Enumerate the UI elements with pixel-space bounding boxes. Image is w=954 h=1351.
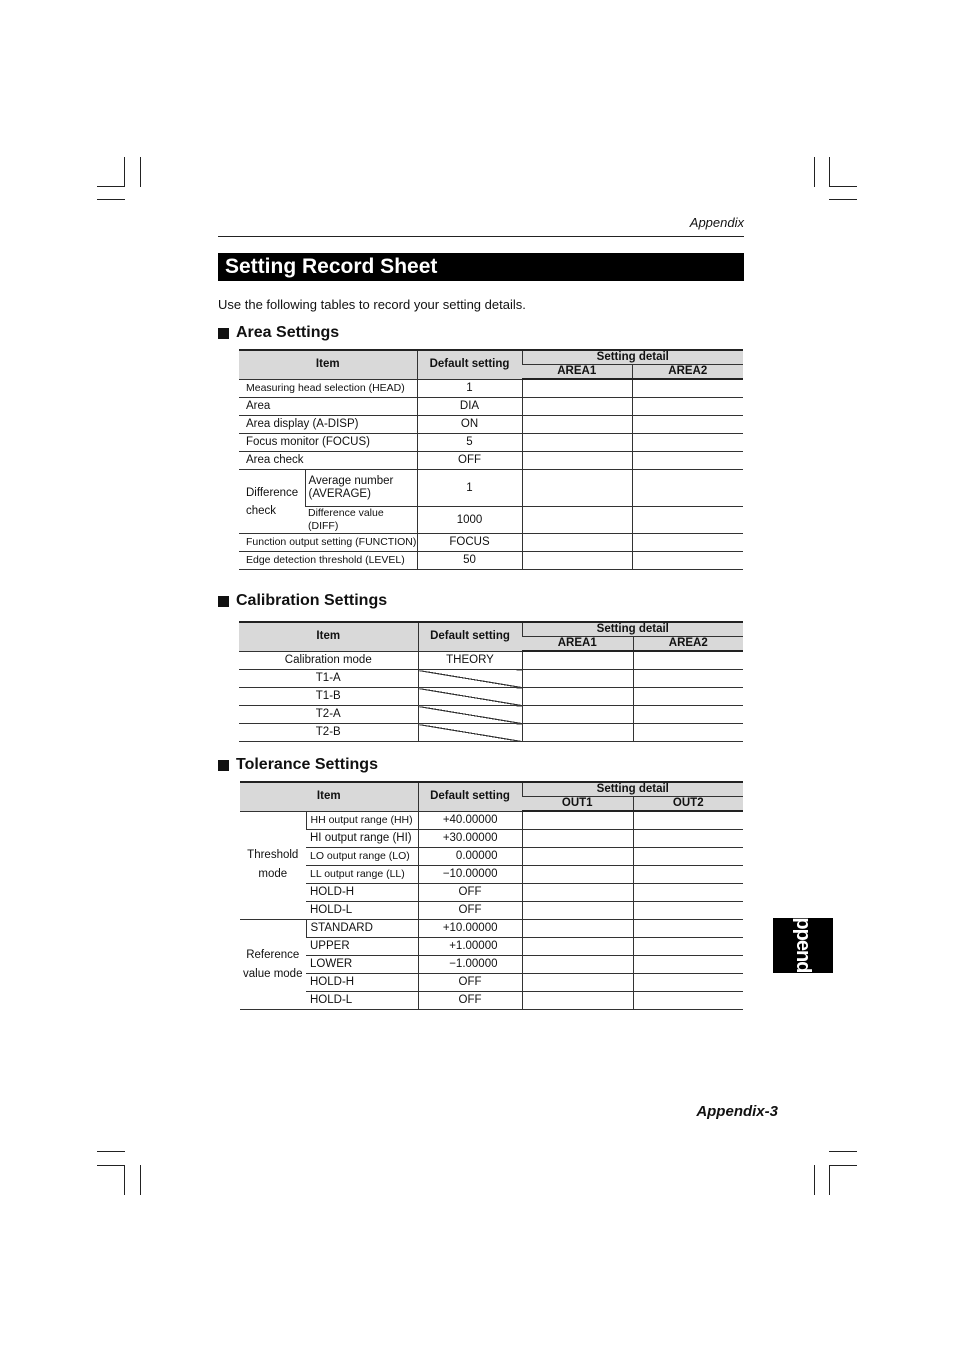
out2-entry-cell[interactable] — [633, 902, 743, 920]
col-out2: OUT2 — [633, 797, 743, 812]
area2-entry-cell[interactable] — [632, 507, 743, 534]
table-row — [239, 470, 743, 507]
square-bullet-icon — [218, 328, 229, 339]
crop-mark — [814, 157, 815, 187]
default-cell: +1.00000 — [418, 938, 522, 956]
intro-text: Use the following tables to record your setting details. — [218, 297, 526, 312]
out1-entry-cell[interactable] — [522, 956, 633, 974]
default-cell: −10.00000 — [418, 866, 522, 884]
table-row — [240, 884, 743, 902]
default-cell: OFF — [418, 974, 522, 992]
table-row — [240, 866, 743, 884]
default-cell: 1 — [417, 470, 522, 507]
col-area1: AREA1 — [522, 637, 633, 652]
col-area1: AREA1 — [522, 365, 632, 380]
out2-entry-cell[interactable] — [633, 848, 743, 866]
table-row — [239, 651, 743, 670]
out1-entry-cell[interactable] — [522, 848, 633, 866]
item-cell: T1-A — [239, 670, 418, 688]
col-default: Default setting — [418, 622, 522, 651]
out1-entry-cell[interactable] — [522, 920, 633, 938]
area-settings-table — [239, 349, 743, 570]
default-cell-not-applicable — [418, 670, 522, 688]
out2-entry-cell[interactable] — [633, 938, 743, 956]
default-cell: OFF — [418, 902, 522, 920]
item-cell: Edge detection threshold (LEVEL) — [239, 552, 417, 570]
table-row — [239, 507, 743, 534]
table-row — [239, 706, 743, 724]
item-cell: Calibration mode — [239, 651, 418, 670]
table-row — [239, 724, 743, 742]
default-cell: FOCUS — [417, 534, 522, 552]
area2-entry-cell[interactable] — [632, 434, 743, 452]
item-cell: LL output range (LL) — [306, 866, 418, 884]
item-cell: HOLD-H — [306, 884, 418, 902]
default-cell: 5 — [417, 434, 522, 452]
out1-entry-cell[interactable] — [522, 866, 633, 884]
item-cell: LO output range (LO) — [306, 848, 418, 866]
table-row — [239, 434, 743, 452]
default-cell-not-applicable — [418, 706, 522, 724]
crop-mark — [814, 1165, 815, 1195]
area1-entry-cell[interactable] — [522, 670, 633, 688]
group-cell-threshold-mode: Threshold mode — [240, 811, 306, 920]
area1-entry-cell[interactable] — [522, 416, 632, 434]
table-row — [239, 688, 743, 706]
col-out1: OUT1 — [522, 797, 633, 812]
item-cell: HH output range (HH) — [306, 811, 418, 830]
area1-entry-cell[interactable] — [522, 434, 632, 452]
out1-entry-cell[interactable] — [522, 974, 633, 992]
item-cell: HOLD-L — [306, 902, 418, 920]
default-cell: 1000 — [417, 507, 522, 534]
running-header: Appendix — [689, 215, 744, 230]
area1-entry-cell[interactable] — [522, 452, 632, 470]
table-row — [240, 974, 743, 992]
out1-entry-cell[interactable] — [522, 992, 633, 1010]
table-row — [240, 848, 743, 866]
crop-mark — [829, 1165, 830, 1195]
group-cell-difference-check: Difference check — [239, 470, 305, 534]
appendix-side-tab-label: Appendix — [792, 903, 815, 988]
item-cell: HOLD-L — [306, 992, 418, 1010]
col-default: Default setting — [418, 782, 522, 811]
default-cell: OFF — [418, 992, 522, 1010]
area1-entry-cell[interactable] — [522, 688, 633, 706]
area2-entry-cell[interactable] — [632, 398, 743, 416]
out1-entry-cell[interactable] — [522, 830, 633, 848]
table-row — [240, 830, 743, 848]
area2-entry-cell[interactable] — [633, 670, 743, 688]
area2-entry-cell[interactable] — [633, 688, 743, 706]
crop-mark — [829, 1165, 857, 1166]
tolerance-settings-heading-text: Tolerance Settings — [236, 756, 378, 773]
default-cell: 1 — [417, 379, 522, 398]
col-area2: AREA2 — [633, 637, 743, 652]
table-row — [240, 811, 743, 830]
item-cell: STANDARD — [306, 920, 418, 938]
calibration-settings-table — [239, 621, 743, 742]
table-row — [239, 398, 743, 416]
out2-entry-cell[interactable] — [633, 956, 743, 974]
area1-entry-cell[interactable] — [522, 552, 632, 570]
out2-entry-cell[interactable] — [633, 811, 743, 830]
col-setting-detail: Setting detail — [522, 622, 743, 637]
crop-mark — [829, 1151, 857, 1152]
col-item: Item — [240, 782, 418, 811]
item-cell: Difference value (DIFF) — [305, 507, 417, 534]
default-cell: ON — [417, 416, 522, 434]
col-item: Item — [239, 622, 418, 651]
table-row — [240, 902, 743, 920]
default-cell: 50 — [417, 552, 522, 570]
table-row — [239, 552, 743, 570]
item-cell: T2-A — [239, 706, 418, 724]
crop-mark — [97, 186, 125, 187]
default-cell-not-applicable — [418, 688, 522, 706]
out1-entry-cell[interactable] — [522, 884, 633, 902]
area1-entry-cell[interactable] — [522, 651, 633, 670]
default-cell: +10.00000 — [418, 920, 522, 938]
calibration-settings-heading-text: Calibration Settings — [236, 592, 388, 609]
table-row — [240, 920, 743, 938]
area-settings-heading — [218, 324, 339, 342]
area2-entry-cell[interactable] — [632, 452, 743, 470]
item-cell: UPPER — [306, 938, 418, 956]
col-default: Default setting — [417, 350, 522, 379]
table-row — [239, 534, 743, 552]
default-cell: OFF — [418, 884, 522, 902]
item-cell: LOWER — [306, 956, 418, 974]
crop-mark — [124, 157, 125, 187]
table-row — [239, 670, 743, 688]
default-cell: OFF — [417, 452, 522, 470]
area2-entry-cell[interactable] — [632, 379, 743, 398]
item-cell: Average number (AVERAGE) — [305, 470, 417, 507]
table-row — [240, 938, 743, 956]
area1-entry-cell[interactable] — [522, 534, 632, 552]
item-cell: HI output range (HI) — [306, 830, 418, 848]
default-cell: +40.00000 — [418, 811, 522, 830]
area1-entry-cell[interactable] — [522, 507, 632, 534]
crop-mark — [829, 199, 857, 200]
square-bullet-icon — [218, 596, 229, 607]
item-cell: Function output setting (FUNCTION) — [239, 534, 417, 552]
area2-entry-cell[interactable] — [633, 651, 743, 670]
tolerance-settings-table — [240, 781, 743, 1010]
default-cell: −1.00000 — [418, 956, 522, 974]
page-number: Appendix-3 — [696, 1103, 778, 1120]
crop-mark — [140, 157, 141, 187]
area1-entry-cell[interactable] — [522, 379, 632, 398]
item-cell: HOLD-H — [306, 974, 418, 992]
default-cell: THEORY — [418, 651, 522, 670]
crop-mark — [140, 1165, 141, 1195]
area2-entry-cell[interactable] — [633, 724, 743, 742]
page-title: Setting Record Sheet — [218, 253, 744, 281]
table-row — [239, 416, 743, 434]
out2-entry-cell[interactable] — [633, 884, 743, 902]
item-cell: T1-B — [239, 688, 418, 706]
out2-entry-cell[interactable] — [633, 920, 743, 938]
item-cell: Area display (A-DISP) — [239, 416, 417, 434]
out1-entry-cell[interactable] — [522, 811, 633, 830]
area1-entry-cell[interactable] — [522, 398, 632, 416]
crop-mark — [829, 186, 857, 187]
default-cell: +30.00000 — [418, 830, 522, 848]
area-settings-heading-text: Area Settings — [236, 324, 340, 341]
item-cell: Measuring head selection (HEAD) — [239, 379, 417, 398]
item-cell: Focus monitor (FOCUS) — [239, 434, 417, 452]
col-item: Item — [239, 350, 417, 379]
header-rule — [218, 236, 744, 237]
area1-entry-cell[interactable] — [522, 470, 632, 507]
table-row — [240, 992, 743, 1010]
default-cell: DIA — [417, 398, 522, 416]
crop-mark — [829, 157, 830, 187]
crop-mark — [97, 1165, 125, 1166]
crop-mark — [97, 199, 125, 200]
col-setting-detail: Setting detail — [522, 782, 743, 797]
crop-mark — [124, 1165, 125, 1195]
out1-entry-cell[interactable] — [522, 938, 633, 956]
out2-entry-cell[interactable] — [633, 974, 743, 992]
area1-entry-cell[interactable] — [522, 724, 633, 742]
appendix-side-tab — [773, 903, 833, 988]
area1-entry-cell[interactable] — [522, 706, 633, 724]
group-cell-reference-value-mode: Reference value mode — [240, 920, 306, 1010]
crop-mark — [97, 1151, 125, 1152]
default-cell: 0.00000 — [418, 848, 522, 866]
item-cell: Area check — [239, 452, 417, 470]
item-cell: T2-B — [239, 724, 418, 742]
col-area2: AREA2 — [632, 365, 743, 380]
table-row — [239, 452, 743, 470]
out2-entry-cell[interactable] — [633, 866, 743, 884]
out1-entry-cell[interactable] — [522, 902, 633, 920]
default-cell-not-applicable — [418, 724, 522, 742]
item-cell: Area — [239, 398, 417, 416]
out2-entry-cell[interactable] — [633, 830, 743, 848]
area2-entry-cell[interactable] — [633, 706, 743, 724]
table-row — [239, 379, 743, 398]
area2-entry-cell[interactable] — [632, 470, 743, 507]
area2-entry-cell[interactable] — [632, 534, 743, 552]
table-row — [240, 956, 743, 974]
tolerance-settings-heading — [218, 756, 378, 774]
calibration-settings-heading — [218, 592, 387, 610]
area2-entry-cell[interactable] — [632, 416, 743, 434]
out2-entry-cell[interactable] — [633, 992, 743, 1010]
col-setting-detail: Setting detail — [522, 350, 743, 365]
area2-entry-cell[interactable] — [632, 552, 743, 570]
square-bullet-icon — [218, 760, 229, 771]
